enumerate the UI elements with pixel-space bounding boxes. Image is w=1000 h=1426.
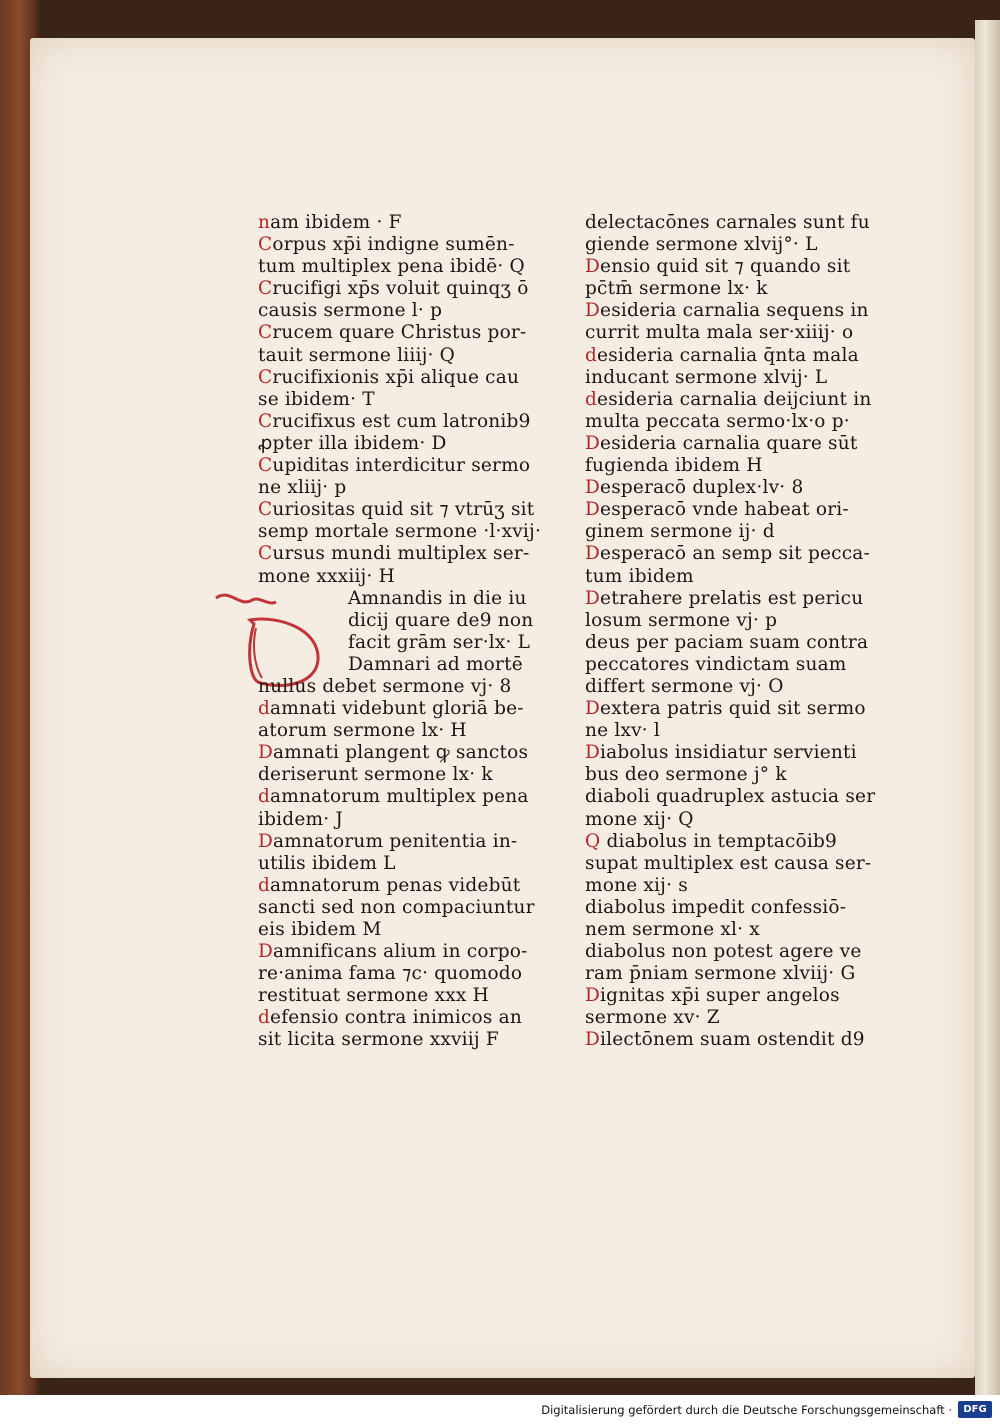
- entry-text: esideria carnalia sequens in: [600, 300, 869, 322]
- right-column-line: [585, 831, 855, 853]
- entry-text: rucifixus est cum latronib9: [272, 410, 531, 432]
- left-column-line: sancti sed non compaciuntur: [258, 896, 535, 918]
- right-column-line: [585, 1029, 865, 1051]
- left-column-line: tum multiplex pena ibidē· Q: [258, 256, 525, 278]
- right-column-line: losum sermone vj· p: [585, 609, 778, 631]
- left-column-line: restituat sermone xxx H: [258, 985, 489, 1007]
- rubricated-initial: D: [585, 985, 601, 1007]
- entry-text: rucifixionis xp̄i alique cau: [272, 366, 520, 388]
- entry-text: ursus mundi multiplex ser-: [272, 543, 530, 565]
- entry-text: amnatorum multiplex pena: [270, 786, 529, 808]
- right-column-line: [585, 587, 864, 610]
- rubricated-initial: C: [258, 543, 273, 565]
- left-column-line: re·anima fama ⁊c· quomodo: [258, 963, 523, 985]
- left-column-line: se ibidem· T: [258, 388, 375, 410]
- right-column-line: delectacōnes carnales sunt fu: [585, 212, 870, 233]
- entry-text: upiditas interdicitur sermo: [272, 455, 531, 477]
- rubricated-initial: D: [258, 830, 274, 852]
- right-column-line: diaboli quadruplex astucia ser: [585, 786, 876, 808]
- rubricated-initial: C: [258, 455, 273, 477]
- rubricated-initial: C: [258, 278, 273, 300]
- right-column-line: deus per paciam suam contra: [585, 631, 869, 653]
- left-column-line: ꝓpter illa ibidem· D: [258, 432, 447, 454]
- entry-text: am ibidem · F: [270, 212, 402, 233]
- left-column-line: sit licita sermone xxviij F: [258, 1029, 499, 1051]
- left-column-line: [258, 234, 518, 256]
- right-column-line: [585, 432, 858, 455]
- entry-text: orpus xp̄i indigne sumēn-: [272, 234, 515, 256]
- rubricated-initial: n: [258, 212, 271, 233]
- left-column-line: atorum sermone lx· H: [258, 720, 467, 742]
- left-column-line: Amnandis in die iu: [348, 587, 527, 609]
- right-column-line: inducant sermone xlvij· L: [585, 366, 828, 388]
- right-column-line: [585, 543, 870, 565]
- rubricated-initial: D: [585, 698, 601, 720]
- entry-text: uriositas quid sit ⁊ vtrūʒ sit: [272, 499, 535, 521]
- left-column-line: dicij quare de9 non: [348, 609, 534, 631]
- page-fore-edge: [975, 20, 1000, 1395]
- entry-text: esperacō vnde habeat ori-: [600, 499, 849, 521]
- left-column-line: Damnari ad mortē: [348, 653, 523, 675]
- right-column-line: [585, 985, 855, 1007]
- right-column-line: diabolus non potest agere ve: [585, 941, 862, 963]
- entry-text: amnatorum penitentia in-: [273, 830, 518, 852]
- right-column-line: diabolus impedit confessiō-: [585, 896, 847, 918]
- left-column-line: [258, 367, 518, 389]
- left-column-line: mone xxxiij· H: [258, 565, 395, 587]
- right-column-line: [585, 256, 855, 278]
- left-column-line: [258, 499, 535, 521]
- entry-text: amnatorum penas videbūt: [270, 874, 521, 896]
- right-column-line: peccatores vindictam suam: [585, 653, 847, 675]
- left-column-line: [258, 742, 529, 764]
- right-column-line: [585, 344, 859, 367]
- entry-text: diabolus in temptacōib9: [600, 830, 838, 852]
- left-column-line: [258, 410, 531, 433]
- left-column-line: utilis ibidem L: [258, 852, 396, 874]
- left-column-line: [258, 698, 524, 720]
- left-column-line: ibidem· J: [258, 808, 343, 830]
- right-column-line: mone xij· Q: [585, 808, 694, 830]
- right-column-line: tum ibidem: [585, 565, 694, 587]
- right-column-line: fugienda ibidem H: [585, 455, 763, 477]
- rubricated-initial: Q: [585, 830, 601, 852]
- right-column-line: currit multa mala ser·xiiij· o: [585, 322, 854, 344]
- right-column-line: mone xij· s: [585, 874, 688, 896]
- left-column-line: [258, 1007, 522, 1029]
- right-column-line: sermone xv· Z: [585, 1007, 720, 1029]
- left-column-line: [258, 278, 529, 300]
- left-column-line: ne xliij· p: [258, 477, 347, 499]
- index-column-right: [585, 212, 876, 1052]
- left-column-line: [258, 786, 529, 808]
- rubricated-initial: D: [585, 499, 601, 521]
- right-column-line: [585, 742, 855, 764]
- left-column-line: [258, 831, 518, 853]
- right-column-line: differt sermone vj· O: [585, 675, 784, 697]
- entry-text: amnificans alium in corpo-: [273, 941, 528, 963]
- rubricated-initial: d: [258, 874, 271, 896]
- entry-text: esperacō duplex·lv· 8: [600, 477, 804, 499]
- entry-text: ilectōnem suam ostendit d9: [600, 1029, 865, 1051]
- rubricated-initial: D: [585, 742, 601, 764]
- entry-text: esideria carnalia quare sūt: [600, 432, 858, 454]
- entry-text: esperacō an semp sit pecca-: [600, 543, 870, 565]
- left-column-line: [258, 455, 531, 477]
- entry-text: efensio contra inimicos an: [270, 1007, 522, 1029]
- entry-text: etrahere prelatis est pericu: [600, 587, 864, 609]
- left-column-line: deriserunt sermone lx· k: [258, 764, 493, 786]
- entry-text: amnati videbunt gloriā be-: [270, 698, 524, 720]
- rubricated-initial: D: [585, 300, 601, 322]
- rubricated-initial: d: [585, 388, 598, 410]
- rubricated-initial: d: [258, 786, 271, 808]
- left-column-line: [258, 322, 527, 344]
- right-column-line: bus deo sermone j° k: [585, 764, 787, 786]
- rubricated-initial: D: [585, 587, 601, 609]
- right-column-line: ram p̄niam sermone xlviij· G: [585, 963, 856, 985]
- rubricated-initial: D: [585, 1029, 601, 1051]
- left-column-line: nullus debet sermone vj· 8: [258, 675, 512, 697]
- rubricated-initial: D: [585, 256, 601, 278]
- right-column-line: [585, 499, 855, 521]
- right-column-line: multa peccata sermo·lx·o p·: [585, 410, 850, 432]
- entry-text: extera patris quid sit sermo: [600, 698, 866, 720]
- right-column-line: [585, 388, 872, 411]
- left-column-line: eis ibidem M: [258, 919, 382, 940]
- rubricated-initial: D: [258, 941, 274, 963]
- entry-text: esideria carnalia deijciunt in: [597, 388, 872, 410]
- right-column-line: [585, 300, 869, 322]
- right-column-line: [585, 698, 866, 720]
- entry-text: rucifigi xp̄s voluit quinqʒ ō: [272, 278, 529, 300]
- rubricated-initial: C: [258, 234, 273, 256]
- left-column-line: facit grām ser·lx· L: [348, 631, 531, 653]
- right-column-line: giende sermone xlvij°· L: [585, 234, 818, 256]
- rubricated-initial: d: [258, 698, 271, 720]
- left-column-line: [258, 941, 528, 963]
- index-column-left: [258, 212, 542, 1052]
- rubricated-initial: D: [258, 742, 274, 764]
- left-column-line: semp mortale sermone ·l·xvij·: [258, 521, 542, 543]
- footer-bar: [0, 1395, 1000, 1426]
- rubricated-initial: C: [258, 366, 273, 388]
- rubricated-initial: D: [585, 432, 601, 454]
- rubricated-initial: d: [258, 1007, 271, 1029]
- right-column-line: ne lxv· l: [585, 720, 661, 742]
- left-column-line: causis sermone l· p: [258, 300, 443, 322]
- left-column-line: tauit sermone liiij· Q: [258, 344, 456, 366]
- dfg-logo: DFG: [958, 1401, 992, 1418]
- right-column-line: [585, 477, 855, 499]
- entry-text: ignitas xp̄i super angelos: [600, 985, 840, 1007]
- rubricated-initial: D: [585, 543, 601, 565]
- entry-text: amnati plangent ꝙ sanctos: [273, 742, 529, 764]
- right-column-line: supat multiplex est causa ser-: [585, 852, 872, 874]
- left-column-line: [258, 874, 521, 897]
- rubricated-initial: C: [258, 410, 273, 432]
- rubricated-initial: C: [258, 499, 273, 521]
- left-column-line: [258, 212, 518, 234]
- entry-text: esideria carnalia q̄nta mala: [597, 344, 859, 366]
- rubricated-initial: C: [258, 322, 273, 344]
- right-column-line: nem sermone xl· x: [585, 919, 760, 940]
- left-column-line: [258, 543, 530, 565]
- entry-text: iabolus insidiatur servienti: [600, 742, 857, 764]
- entry-text: ensio quid sit ⁊ quando sit: [600, 256, 851, 278]
- funding-notice: Digitalisierung gefördert durch die Deutsche Forschungsgemeinschaft ·: [541, 1403, 952, 1417]
- right-column-line: pc̄tm̄ sermone lx· k: [585, 278, 768, 300]
- right-column-line: ginem sermone ij· d: [585, 521, 775, 543]
- rubricated-initial: d: [585, 344, 598, 366]
- entry-text: rucem quare Christus por-: [272, 322, 527, 344]
- rubricated-initial: D: [585, 477, 601, 499]
